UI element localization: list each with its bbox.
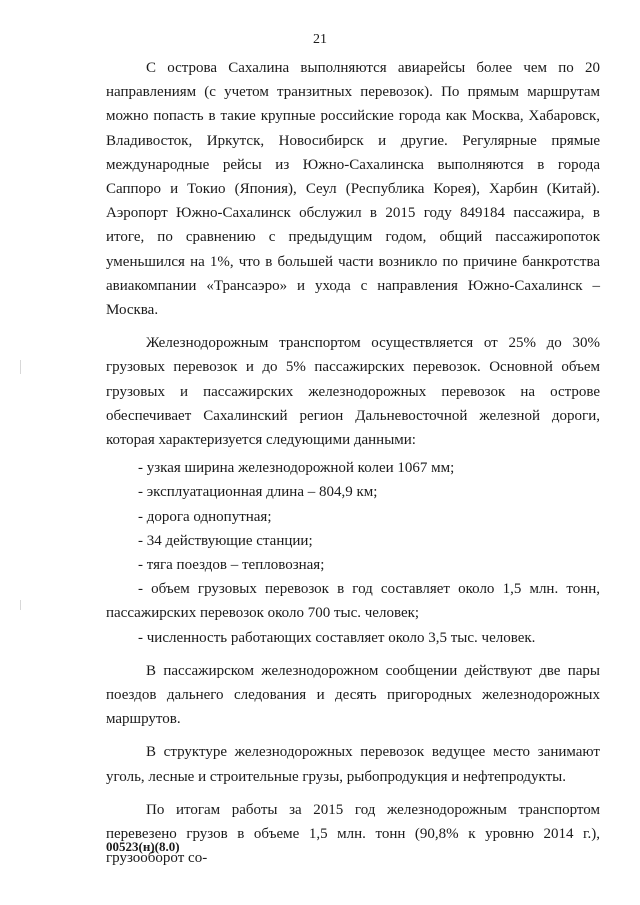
list-item: - узкая ширина железнодорожной колеи 1067 мм;	[138, 460, 455, 477]
list-item: - дорога однопутная;	[138, 508, 272, 525]
scan-margin-mark	[20, 360, 21, 374]
paragraph-railway: Железнодорожным транспортом осуществляется от 25% до 30% грузовых перевозок и до 5% пассажирских перевозок. Основной объем грузовых и пассажирских железнодорожных перевозок на острове обеспечивает Сахалинский регион Дальневосточной железной дороги, которая характеризуется следующими данными:	[106, 335, 600, 449]
list-item: - 34 действующие станции;	[138, 532, 313, 549]
paragraph-aviation: С острова Сахалина выполняются авиарейсы более чем по 20 направлениям (с учетом транзитных перевозок). По прямым маршрутам можно попасть в такие крупные российские города как Москва, Хабаровск, Владивосток, Иркутск, Новосибирск и другие. Регулярные прямые международные рейсы из Южно-Сахалинска выполняются в города Саппоро и Токио (Япония), Сеул (Республика Корея), Харбин (Китай). Аэропорт Южно-Сахалинск обслужил в 2015 году 849184 пассажира, в итоге, по сравнению с предыдущим годом, общий пассажиропоток уменьшился на 1%, что в большей части возникло по причине банкротства авиакомпании «Трансаэро» и ухода с направления Южно-Сахалинск – Москва.	[106, 60, 600, 319]
body-text	[106, 56, 600, 871]
list-item: - тяга поездов – тепловозная;	[138, 557, 325, 574]
paragraph-cargo-structure: В структуре железнодорожных перевозок ведущее место занимают уголь, лесные и строительные грузы, рыбопродукция и нефтепродукты.	[106, 744, 600, 785]
scan-margin-mark	[20, 600, 21, 610]
railway-characteristics-list	[106, 456, 600, 650]
list-item: - объем грузовых перевозок в год составляет около 1,5 млн. тонн, пассажирских перевозок около 700 тыс. человек;	[106, 581, 600, 622]
paragraph-2015-results: По итогам работы за 2015 год железнодорожным транспортом перевезено грузов в объеме 1,5 млн. тонн (90,8% к уровню 2014 г.), грузооборот со-	[106, 801, 600, 867]
list-item: - численность работающих составляет около 3,5 тыс. человек.	[138, 629, 536, 646]
page-number: 21	[313, 32, 327, 47]
paragraph-passenger-trains: В пассажирском железнодорожном сообщении действуют две пары поездов дальнего следования и десять пригородных железнодорожных маршрутов.	[106, 662, 600, 728]
list-item: - эксплуатационная длина – 804,9 км;	[138, 484, 378, 501]
document-code: 00523(н)(8.0)	[106, 839, 180, 854]
